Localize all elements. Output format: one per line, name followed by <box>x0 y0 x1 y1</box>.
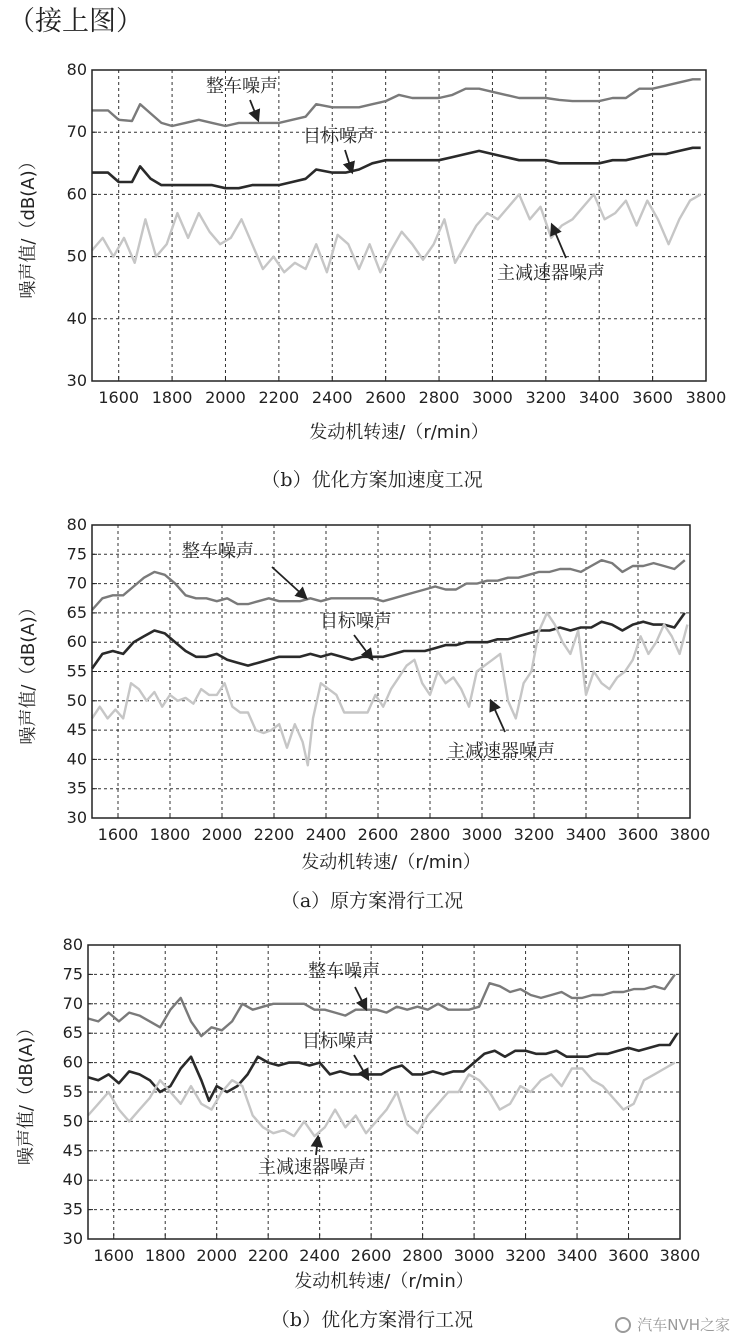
x-tick-label: 2400 <box>299 1246 341 1265</box>
annotation-label: 主减速器噪声 <box>497 263 605 284</box>
y-tick-label: 55 <box>62 1082 83 1101</box>
caption-coast-original: （a）原方案滑行工况 <box>280 890 464 912</box>
annotation-arrow <box>316 1137 318 1155</box>
y-tick-label: 80 <box>62 935 83 954</box>
caption-coast-optimized: （b）优化方案滑行工况 <box>270 1309 474 1331</box>
series-line-2 <box>92 194 701 272</box>
y-tick-label: 80 <box>66 515 87 534</box>
annotation-label: 主减速器噪声 <box>258 1157 366 1178</box>
y-tick-label: 30 <box>66 808 87 827</box>
x-tick-label: 2800 <box>409 825 451 844</box>
annotation-label: 整车噪声 <box>206 76 278 97</box>
watermark <box>615 1314 730 1335</box>
y-tick-label: 40 <box>66 749 87 769</box>
x-tick-label: 3600 <box>632 388 673 407</box>
x-tick-label: 2400 <box>305 825 347 844</box>
x-tick-label: 2600 <box>357 825 399 844</box>
x-tick-label: 3800 <box>685 388 727 407</box>
x-tick-label: 3000 <box>461 825 503 844</box>
annotation-arrow <box>345 150 352 172</box>
annotation-label: 整车噪声 <box>182 541 254 562</box>
annotation-label: 整车噪声 <box>308 961 380 982</box>
y-tick-label: 50 <box>62 1111 83 1131</box>
y-axis-label: 噪声值/（dB(A)） <box>18 152 39 299</box>
annotation-arrow <box>272 567 306 598</box>
x-tick-label: 2400 <box>311 388 353 407</box>
chart-coast-original <box>0 505 744 895</box>
annotation-label: 主减速器噪声 <box>447 741 555 762</box>
annotation-arrow <box>354 635 372 659</box>
x-tick-label: 2600 <box>365 388 407 407</box>
page-header: （接上图） <box>8 6 143 37</box>
y-tick-label: 45 <box>66 720 87 740</box>
x-axis-label: 发动机转速/（r/min） <box>309 422 489 443</box>
x-tick-label: 1800 <box>144 1246 186 1265</box>
chart-accel-optimized <box>0 48 744 518</box>
y-tick-label: 75 <box>66 544 87 564</box>
x-tick-label: 1800 <box>149 825 191 844</box>
annotation-label: 目标噪声 <box>320 611 392 632</box>
x-axis-label: 发动机转速/（r/min） <box>294 1271 474 1292</box>
x-tick-label: 2000 <box>201 825 243 844</box>
y-tick-label: 60 <box>66 632 87 652</box>
x-tick-label: 1600 <box>93 1246 135 1265</box>
x-tick-label: 3400 <box>565 825 607 844</box>
y-tick-label: 70 <box>62 993 83 1013</box>
x-tick-label: 2800 <box>402 1246 443 1265</box>
y-tick-label: 70 <box>66 122 87 142</box>
annotation-arrow <box>250 100 258 120</box>
y-tick-label: 70 <box>66 573 87 593</box>
annotation-label: 目标噪声 <box>302 1031 374 1052</box>
y-tick-label: 65 <box>62 1023 83 1043</box>
y-tick-label: 45 <box>62 1140 83 1160</box>
x-tick-label: 3600 <box>608 1246 649 1265</box>
y-tick-label: 30 <box>66 371 87 390</box>
x-tick-label: 1600 <box>97 825 139 844</box>
y-tick-label: 55 <box>66 661 87 681</box>
y-tick-label: 40 <box>66 308 87 328</box>
y-tick-label: 50 <box>66 690 87 710</box>
watermark-text: 汽车NVH之家 <box>637 1316 730 1334</box>
x-tick-label: 3200 <box>513 825 555 844</box>
plot-frame <box>92 70 706 381</box>
y-tick-label: 60 <box>66 184 87 204</box>
series-line-0 <box>88 974 675 1036</box>
x-tick-label: 2200 <box>247 1246 289 1265</box>
x-tick-label: 1800 <box>151 388 193 407</box>
x-tick-label: 2000 <box>205 388 246 407</box>
x-tick-label: 2600 <box>350 1246 392 1265</box>
x-tick-label: 3200 <box>505 1246 546 1265</box>
y-tick-label: 80 <box>66 60 87 79</box>
y-tick-label: 40 <box>62 1170 83 1190</box>
x-tick-label: 2200 <box>253 825 295 844</box>
chart-coast-optimized <box>0 925 744 1320</box>
annotation-arrow <box>491 701 505 732</box>
series-line-1 <box>88 1033 677 1101</box>
x-tick-label: 3800 <box>669 825 711 844</box>
y-tick-label: 35 <box>66 778 87 798</box>
series-line-2 <box>92 613 687 765</box>
x-tick-label: 3200 <box>525 388 567 407</box>
y-tick-label: 30 <box>62 1229 83 1248</box>
x-axis-label: 发动机转速/（r/min） <box>301 852 481 873</box>
plot-frame <box>92 525 690 818</box>
x-tick-label: 3600 <box>617 825 659 844</box>
series-line-0 <box>92 560 685 610</box>
y-axis-label: 噪声值/（dB(A)） <box>18 598 39 745</box>
x-tick-label: 1600 <box>98 388 140 407</box>
x-tick-label: 3000 <box>453 1246 495 1265</box>
annotation-arrow <box>355 987 366 1009</box>
x-tick-label: 3400 <box>556 1246 598 1265</box>
y-tick-label: 50 <box>66 246 87 266</box>
x-tick-label: 2800 <box>418 388 460 407</box>
y-axis-label: 噪声值/（dB(A)） <box>16 1018 37 1166</box>
caption-accel-optimized: （b）优化方案加速度工况 <box>261 469 483 491</box>
series-line-0 <box>92 79 701 126</box>
y-tick-label: 35 <box>62 1199 83 1219</box>
y-tick-label: 60 <box>62 1052 83 1072</box>
y-tick-label: 65 <box>66 602 87 622</box>
x-tick-label: 3800 <box>659 1246 701 1265</box>
x-tick-label: 2200 <box>258 388 300 407</box>
series-line-1 <box>92 148 701 188</box>
x-tick-label: 3400 <box>578 388 620 407</box>
annotation-label: 目标噪声 <box>303 126 375 147</box>
x-tick-label: 3000 <box>472 388 513 407</box>
y-tick-label: 75 <box>62 964 83 984</box>
x-tick-label: 2000 <box>196 1246 238 1265</box>
wechat-icon <box>615 1317 631 1333</box>
